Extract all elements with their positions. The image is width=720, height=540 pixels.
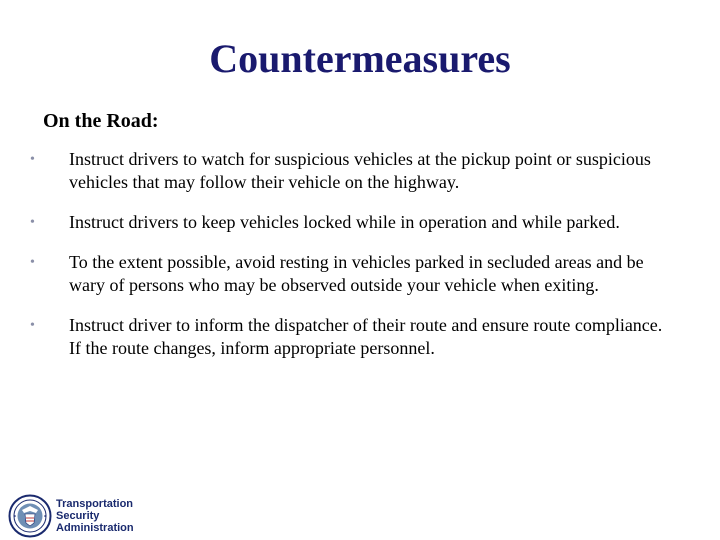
tsa-logo xyxy=(8,494,158,538)
bullet-marker: • xyxy=(30,215,35,230)
bullet-marker: • xyxy=(30,255,35,270)
logo-line: Administration xyxy=(56,522,134,534)
section-heading: On the Road: xyxy=(43,110,159,132)
bullet-text: Instruct drivers to watch for suspicious vehicles at the pickup point or suspicious vehicles that may follow their vehicle on the highway. xyxy=(69,149,651,192)
logo-line: Transportation xyxy=(56,498,134,510)
bullet-list xyxy=(30,148,670,377)
bullet-text: To the extent possible, avoid resting in vehicles parked in secluded areas and be wary of persons who may be observed outside your vehicle when exiting. xyxy=(69,252,644,295)
logo-wordmark xyxy=(56,498,134,534)
bullet-item xyxy=(30,251,670,297)
bullet-marker: • xyxy=(30,318,35,333)
bullet-item xyxy=(30,148,670,194)
slide-title: Countermeasures xyxy=(209,36,511,81)
bullet-marker: • xyxy=(30,152,35,167)
bullet-item xyxy=(30,211,670,234)
bullet-text: Instruct driver to inform the dispatcher of their route and ensure route compliance. If the route changes, inform appropriate personnel. xyxy=(69,315,663,358)
bullet-text: Instruct drivers to keep vehicles locked while in operation and while parked. xyxy=(69,212,620,232)
logo-line: Security xyxy=(56,510,100,522)
dhs-seal-icon xyxy=(8,494,52,538)
bullet-item xyxy=(30,314,670,360)
